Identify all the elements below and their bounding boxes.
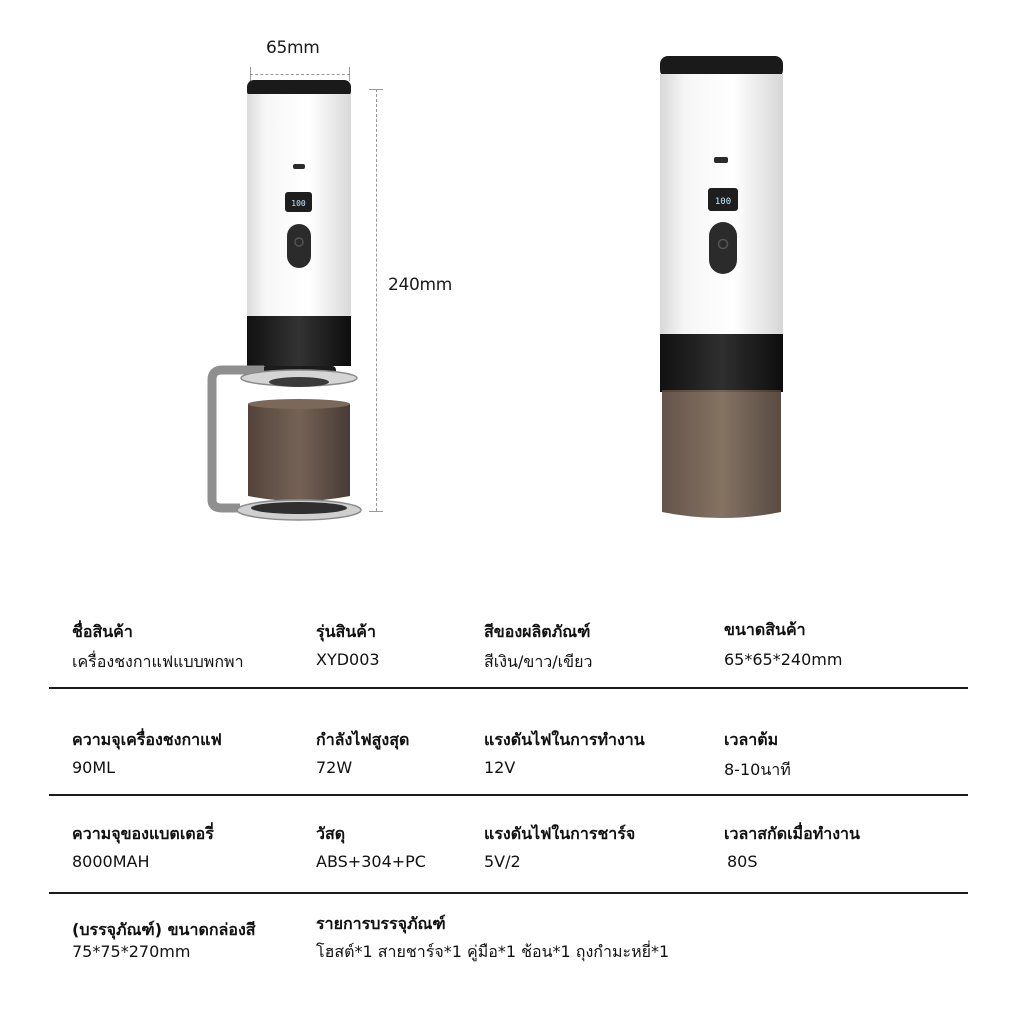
color-label: สีของผลิตภัณฑ์ xyxy=(484,622,591,641)
battery-label: ความจุของแบตเตอรี่ xyxy=(72,824,214,843)
model-value: XYD003 xyxy=(316,650,380,669)
extraction-time-value: 80S xyxy=(727,852,758,871)
height-dimension-tick-top xyxy=(369,89,383,90)
max-power-value: 72W xyxy=(316,758,353,777)
display-reading-right: 100 xyxy=(714,197,732,207)
display-reading-left: 100 xyxy=(291,199,306,208)
material-label: วัสดุ xyxy=(316,824,346,843)
table-divider-3 xyxy=(49,892,968,894)
package-list-label: รายการบรรจุภัณฑ์ xyxy=(316,914,446,933)
height-dimension-line xyxy=(376,89,377,511)
color-value: สีเงิน/ขาว/เขียว xyxy=(484,652,593,671)
brew-time-label: เวลาต้ม xyxy=(724,730,779,749)
product-name-value: เครื่องชงกาแฟแบบพกพา xyxy=(72,652,244,671)
package-list-value: โฮสต์*1 สายชาร์จ*1 คู่มือ*1 ช้อน*1 ถุงกำมะหยี่*1 xyxy=(316,942,670,961)
height-dimension-tick-bottom xyxy=(369,511,383,512)
material-value: ABS+304+PC xyxy=(316,852,426,871)
height-dimension-label: 240mm xyxy=(388,275,453,295)
capacity-value: 90ML xyxy=(72,758,116,777)
working-voltage-value: 12V xyxy=(484,758,516,777)
capacity-label: ความจุเครื่องชงกาแฟ xyxy=(72,730,222,749)
charging-voltage-label: แรงดันไฟในการชาร์จ xyxy=(484,824,636,843)
working-voltage-label: แรงดันไฟในการทำงาน xyxy=(484,730,645,749)
charging-voltage-value: 5V/2 xyxy=(484,852,521,871)
product-name-label: ชื่อสินค้า xyxy=(72,622,133,641)
width-dimension-label: 65mm xyxy=(266,38,320,58)
model-label: รุ่นสินค้า xyxy=(316,622,376,641)
brew-time-value: 8-10นาที xyxy=(724,760,791,779)
table-divider-1 xyxy=(49,687,968,689)
box-size-value: 75*75*270mm xyxy=(72,942,191,961)
table-divider-2 xyxy=(49,794,968,796)
coffee-maker-with-stand-image xyxy=(200,76,370,526)
max-power-label: กำลังไฟสูงสุด xyxy=(316,730,410,749)
battery-value: 8000MAH xyxy=(72,852,150,871)
box-size-label: (บรรจุภัณฑ์) ขนาดกล่องสี xyxy=(72,920,256,939)
size-label: ขนาดสินค้า xyxy=(724,620,806,639)
width-dimension-line xyxy=(250,74,350,75)
size-value: 65*65*240mm xyxy=(724,650,843,669)
coffee-maker-with-cup-image xyxy=(650,50,790,530)
extraction-time-label: เวลาสกัดเมื่อทำงาน xyxy=(724,824,860,843)
